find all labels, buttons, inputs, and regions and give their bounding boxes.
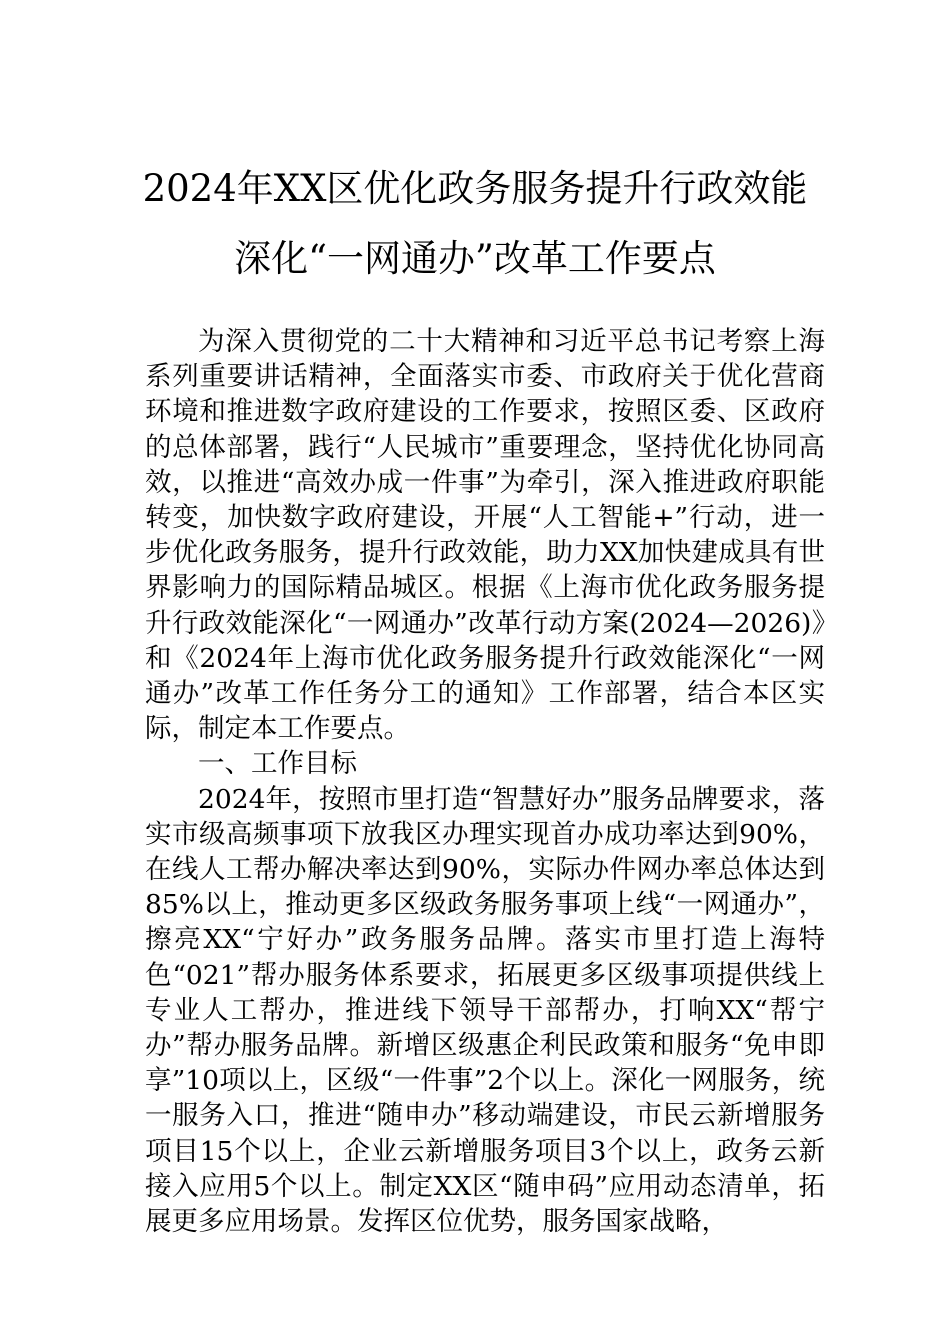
work-goals-paragraph: 2024年，按照市里打造“智慧好办”服务品牌要求，落实市级高频事项下放我区办理实现首办成功率达到90%，在线人工帮办解决率达到90%，实际办件网办率总体达到85%以上，推动更多区级政务服务事项上线“一网通办”，擦亮XX“宁好办”政务服务品牌。落实市里打造上海特色“021”帮办服务体系要求，拓展更多区级事项提供线上专业人工帮办，推进线下领导干部帮办，打响XX“帮宁办”帮办服务品牌。新增区级惠企利民政策和服务“免申即享”10项以上，区级“一件事”2个以上。深化一网服务，统一服务入口，推进“随申办”移动端建设，市民云新增服务项目15个以上，企业云新增服务项目3个以上，政务云新接入应用5个以上。制定XX区“随申码”应用动态清单，拓展更多应用场景。发挥区位优势，服务国家战略，: [145, 783, 825, 1238]
intro-paragraph: 为深入贯彻党的二十大精神和习近平总书记考察上海系列重要讲话精神，全面落实市委、市政府关于优化营商环境和推进数字政府建设的工作要求，按照区委、区政府的总体部署，践行“人民城市”重要理念，坚持优化协同高效，以推进“高效办成一件事”为牵引，深入推进政府职能转变，加快数字政府建设，开展“人工智能+”行动，进一步优化政务服务，提升行政效能，助力XX加快建成具有世界影响力的国际精品城区。根据《上海市优化政务服务提升行政效能深化“一网通办”改革行动方案(2024—2026)》和《2024年上海市优化政务服务提升行政效能深化“一网通办”改革工作任务分工的通知》工作部署，结合本区实际，制定本工作要点。: [145, 326, 825, 745]
document-title-line-1: 2024年XX区优化政务服务提升行政效能: [142, 167, 808, 210]
document-title-line-2: 深化“一网通办”改革工作要点: [234, 237, 716, 280]
section-heading-work-goals: 一、工作目标: [198, 748, 357, 780]
document-body: [145, 324, 825, 1239]
